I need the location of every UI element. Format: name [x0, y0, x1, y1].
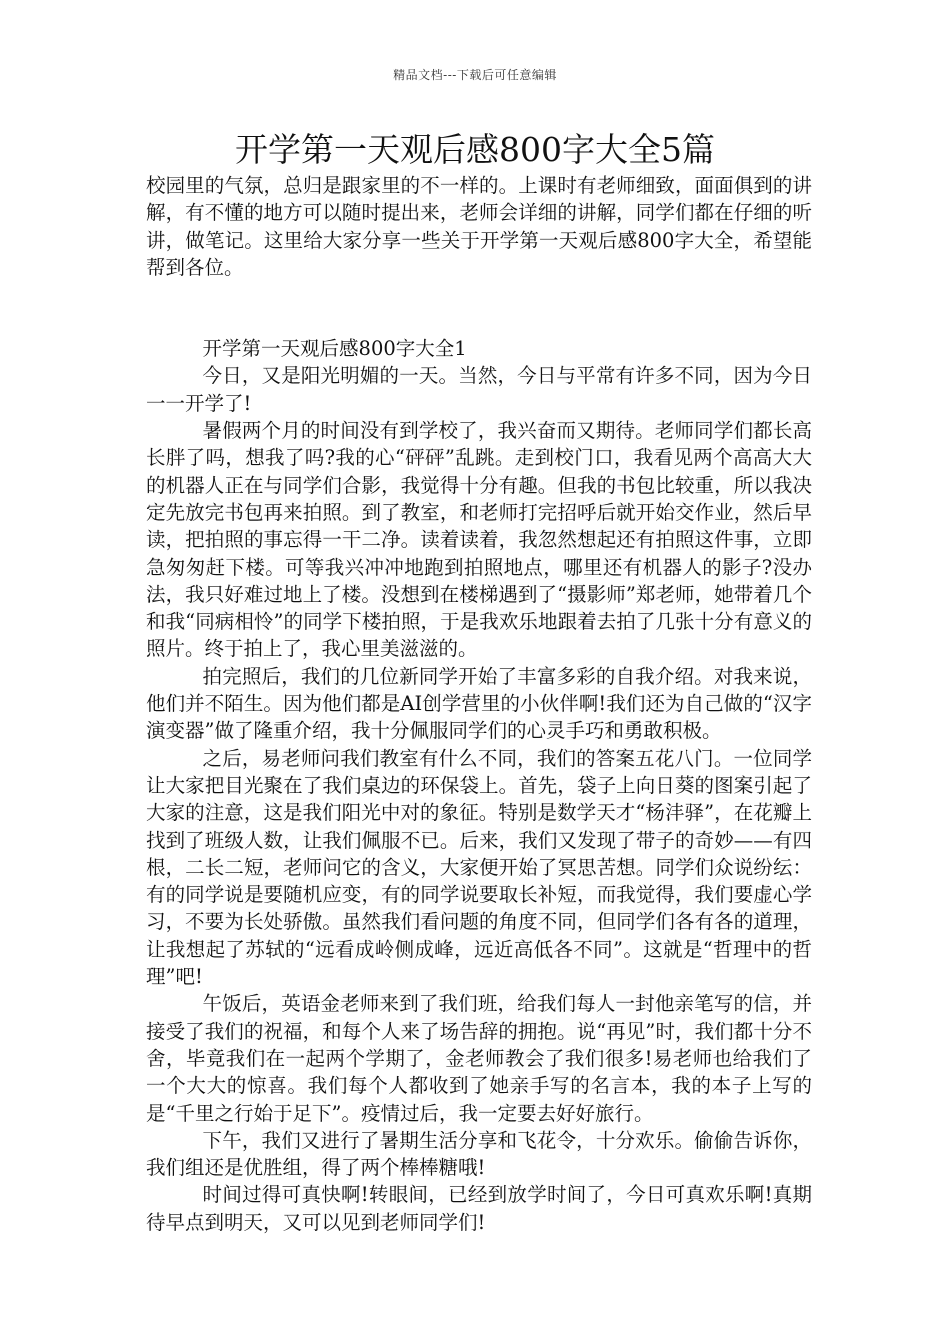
- paragraph-spacer: [146, 281, 812, 335]
- document-body: [146, 172, 812, 1236]
- document-title: 开学第一天观后感800字大全5篇: [235, 130, 715, 169]
- body-paragraph: 时间过得可真快啊!转眼间，已经到放学时间了，今日可真欢乐啊!真期待早点到明天，又可以见到老师同学们!: [146, 1183, 812, 1234]
- body-paragraph: 之后，易老师问我们教室有什么不同，我们的答案五花八门。一位同学让大家把目光聚在了我们桌边的环保袋上。首先，袋子上向日葵的图案引起了大家的注意，这是我们阳光中对的象征。特别是数学天才“杨沣驿”，在花瓣上找到了班级人数，让我们佩服不已。后来，我们又发现了带子的奇妙——有四根，二长二短，老师问它的含义，大家便开始了冥思苦想。同学们众说纷纭：有的同学说是要随机应变，有的同学说要取长补短，而我觉得，我们要虚心学习，不要为长处骄傲。虽然我们看问题的角度不同，但同学们各有各的道理，让我想起了苏轼的“远看成岭侧成峰，远近高低各不同”。这就是“哲理中的哲理”吧!: [146, 746, 812, 989]
- body-paragraph: 暑假两个月的时间没有到学校了，我兴奋而又期待。老师同学们都长高长胖了吗，想我了吗?我的心“砰砰”乱跳。走到校门口，我看见两个高高大大的机器人正在与同学们合影，我觉得十分有趣。但我的书包比较重，所以我决定先放完书包再来拍照。到了教室，和老师打完招呼后就开始交作业，然后早读，把拍照的事忘得一干二净。读着读着，我忽然想起还有拍照这件事，立即急匆匆赶下楼。可等我兴冲冲地跑到拍照地点，哪里还有机器人的影子?没办法，我只好难过地上了楼。没想到在楼梯遇到了“摄影师”郑老师，她带着几个和我“同病相怜”的同学下楼拍照，于是我欢乐地跟着去拍了几张十分有意义的照片。终于拍上了，我心里美滋滋的。: [146, 419, 812, 661]
- intro-paragraph: 校园里的气氛，总归是跟家里的不一样的。上课时有老师细致，面面俱到的讲解，有不懂的地方可以随时提出来，老师会详细的讲解，同学们都在仔细的听讲，做笔记。这里给大家分享一些关于开学第一天观后感800字大全，希望能帮到各位。: [146, 174, 812, 279]
- body-paragraph: 拍完照后，我们的几位新同学开始了丰富多彩的自我介绍。对我来说，他们并不陌生。因为他们都是AI创学营里的小伙伴啊!我们还为自己做的“汉字演变器”做了隆重介绍，我十分佩服同学们的心灵手巧和勇敢积极。: [146, 664, 812, 743]
- page-header: 精品文档---下载后可任意编辑: [393, 68, 557, 82]
- body-paragraph: 午饭后，英语金老师来到了我们班，给我们每人一封他亲笔写的信，并接受了我们的祝福，和每个人来了场告辞的拥抱。说“再见”时，我们都十分不舍，毕竟我们在一起两个学期了，金老师教会了我们很多!易老师也给我们了一个大大的惊喜。我们每个人都收到了她亲手写的名言本，我的本子上写的是“千里之行始于足下”。疫情过后，我一定要去好好旅行。: [146, 992, 812, 1125]
- body-paragraph: 今日，又是阳光明媚的一天。当然，今日与平常有许多不同，因为今日一一开学了!: [146, 364, 812, 415]
- body-paragraph: 下午，我们又进行了暑期生活分享和飞花令，十分欢乐。偷偷告诉你，我们组还是优胜组，得了两个棒棒糖哦!: [146, 1128, 812, 1180]
- section-heading: 开学第一天观后感800字大全1: [202, 337, 467, 361]
